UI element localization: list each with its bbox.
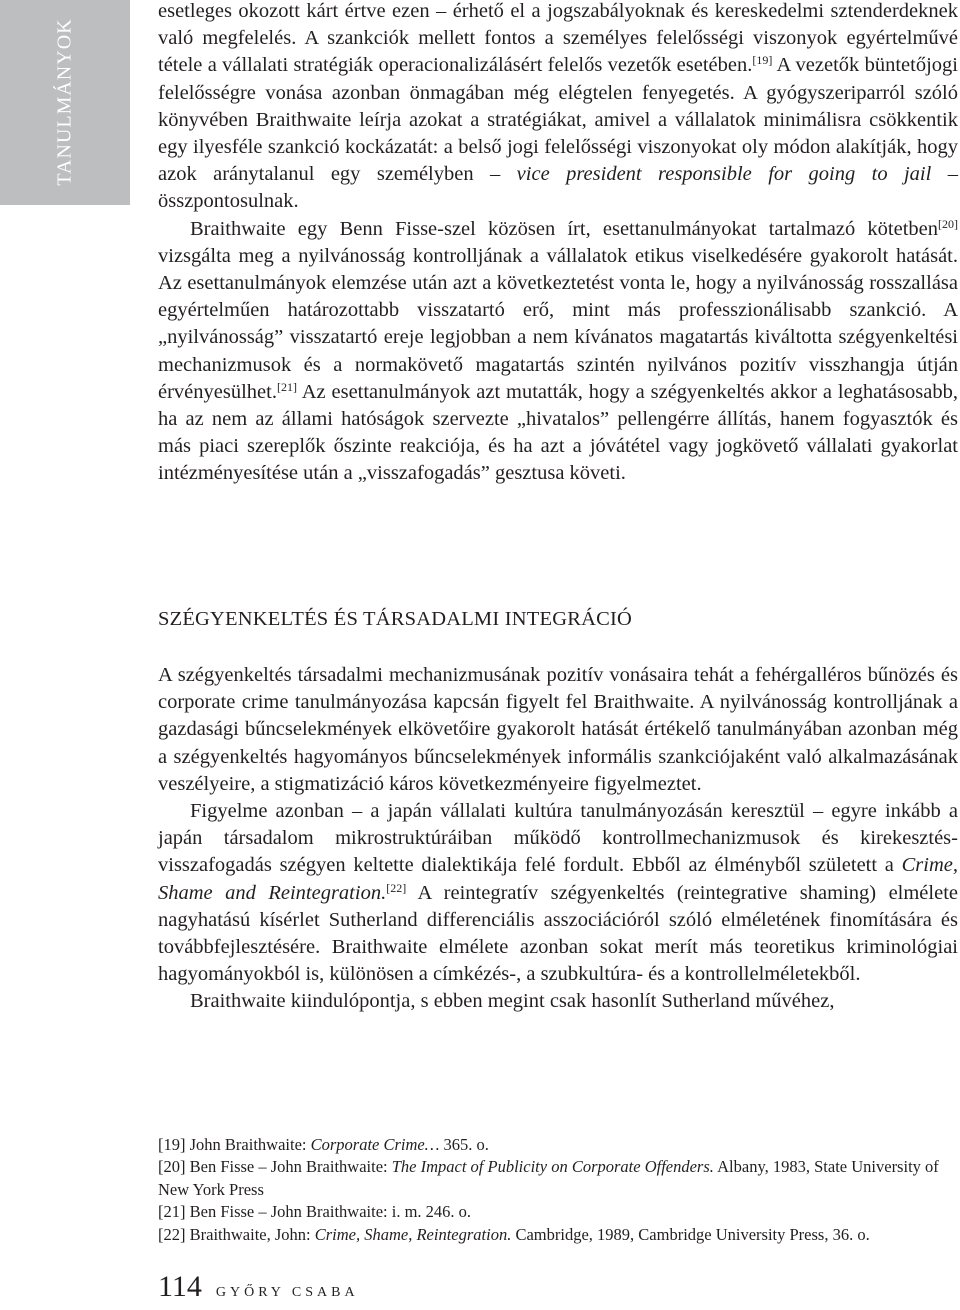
footnote-text: Cambridge, 1989, Cambridge University Press, 36. o. <box>511 1224 870 1244</box>
paragraph-2 <box>158 216 958 488</box>
footnote-ref-22[interactable]: [22] <box>386 880 407 895</box>
body-bottom <box>158 662 958 1016</box>
footnote-title: The Impact of Publicity on Corporate Offenders. <box>391 1157 714 1177</box>
paragraph-1 <box>158 0 958 216</box>
footnote-title: Crime, Shame, Reintegration. <box>314 1224 512 1244</box>
paragraph-4-italic: Crime, Shame and Reintegration. <box>158 854 958 904</box>
footnote-20 <box>158 1156 958 1201</box>
footnote-ref-19[interactable]: [19] <box>752 53 773 68</box>
paragraph-2-text-b: vizsgálta meg a nyilvánosság kontrolljának a vállalatok etikus viselkedésére gyakorolt hatását. Az esettanulmányok elemzése után azt a következtetést vonta le, hogy a nyilvánosság rosszallása egyértelműen határozottabb visszatartó erő, mint más professzionálisabb szankció. A „nyilvánosság” visszatartó ereje legjobban a nem kívánatos magatartás kiváltotta szégyenkeltési mechanizmusok és a normakövető magatartás szintén nyilvános pozitív visszhangja útján érvényesülhet. <box>158 244 958 403</box>
footnote-text: Ben Fisse – John Braithwaite: i. m. 246. o. <box>185 1202 472 1222</box>
paragraph-3 <box>158 662 958 798</box>
footnote-number: [21] <box>158 1202 186 1222</box>
paragraph-3-text: A szégyenkeltés társadalmi mechanizmusának pozitív vonásaira tehát a fehérgalléros bűnözés és corporate crime tanulmányozása kapcsán figyelt fel Braithwaite. A nyilvánosság kontrolljának a gazdasági bűncselekmények elkövetőire gyakorolt hatását értékelő tanulmányában azonban még a szégyenkeltés hagyományos bűncselekmények informális szankciójaként való alkalmazásának veszélyeire, a stigmatizáció káros következményeire figyelmeztet. <box>158 664 958 795</box>
paragraph-1-text-b: A vezetők büntetőjogi felelősségre vonása azonban önmagában még elégtelen fenyegetés. A gyógyszeriparról szóló könyvében Braithwaite leírja azokat a stratégiákat, amivel a vállalatok minimálisra csökkentik egy ilyesféle szankció kockázatát: a belső jogi felelősségi viszonyokat oly módon alakítják, hogy azok aránytalanul egy személyben – <box>158 54 958 186</box>
footnote-text: Albany, 1983, State University of New York Press <box>158 1157 939 1199</box>
page-number: 114 <box>158 1270 202 1303</box>
paragraph-4 <box>158 798 958 988</box>
section-heading: SZÉGYENKELTÉS ÉS TÁRSADALMI INTEGRÁCIÓ <box>158 608 632 630</box>
paragraph-5-text: Braithwaite kiindulópontja, s ebben megint csak hasonlít Sutherland művéhez, <box>190 990 835 1013</box>
running-author: GYŐRY CSABA <box>215 1285 359 1300</box>
section-tab-label: TANULMÁNYOK <box>53 18 76 186</box>
paragraph-5 <box>158 988 958 1015</box>
footnote-text: Braithwaite, John: <box>185 1224 315 1244</box>
footnote-text: John Braithwaite: <box>185 1135 311 1154</box>
footnote-title: Corporate Crime… <box>310 1135 440 1154</box>
footnote-22 <box>158 1224 958 1246</box>
footnote-text: Ben Fisse – John Braithwaite: <box>185 1157 392 1177</box>
paragraph-4-text-b: A reintegratív szégyenkeltés (reintegrative shaming) elmélete nagyhatású kísérlet Sutherland differenciális asszociációról szóló elméletének finomítására és továbbfejlesztésére. Braithwaite elmélete azonban sokat merít más teoretikus kriminológiai hagyományokból is, különösen a címkézés-, a szubkultúra- és a kontrollelméletekből. <box>158 881 958 986</box>
body-top <box>158 0 958 488</box>
footnote-number: [22] <box>158 1224 186 1244</box>
paragraph-1-text-c: – összpontosulnak. <box>158 163 958 213</box>
paragraph-2-text-a: Braithwaite egy Benn Fisse-szel közösen írt, esettanulmányokat tartalmazó kötetben <box>190 217 938 240</box>
page-footer <box>158 1270 359 1310</box>
footnote-number: [19] <box>158 1135 186 1154</box>
paragraph-1-text-a: esetleges okozott kárt értve ezen – érhető el a jogszabályoknak és kereskedelmi sztenderdeknek való megfelelés. A szankciók mellett fontos a személyes felelősségi viszonyok egyértelművé tétele a vállalati stratégiák operacionalizálásért felelős vezetők esetében. <box>158 0 958 77</box>
footnote-number: [20] <box>158 1157 186 1177</box>
section-tab <box>0 0 130 205</box>
footnote-21 <box>158 1201 958 1223</box>
footnote-text: 365. o. <box>439 1135 489 1154</box>
footnote-19 <box>158 1134 958 1156</box>
footnotes <box>158 1134 958 1246</box>
paragraph-2-text-c: Az esettanulmányok azt mutatták, hogy a szégyenkeltés akkor a leghatásosabb, ha az nem az állami hatóságok szervezte „hivatalos” pellengérre állítás, hanem fogyasztók és más piaci szereplők őszinte reakciója, és ha azt a jóvátétel vagy jogkövető vállalati gyakorlat intézményesítése után a „visszafogadás” gesztusa követi. <box>158 380 958 485</box>
paragraph-1-italic: vice president responsible for going to jail <box>516 163 932 186</box>
footnote-ref-21[interactable]: [21] <box>276 379 297 394</box>
footnote-ref-20[interactable]: [20] <box>938 216 958 231</box>
paragraph-4-text-a: Figyelme azonban – a japán vállalati kultúra tanulmányozásán keresztül – egyre inkább a japán társadalom mikrostruktúráiban működő kontrollmechanizmusok és kirekesztés-visszafogadás szégyen keltette dialektikája felé fordult. Ebből az élményből született a <box>158 800 958 877</box>
